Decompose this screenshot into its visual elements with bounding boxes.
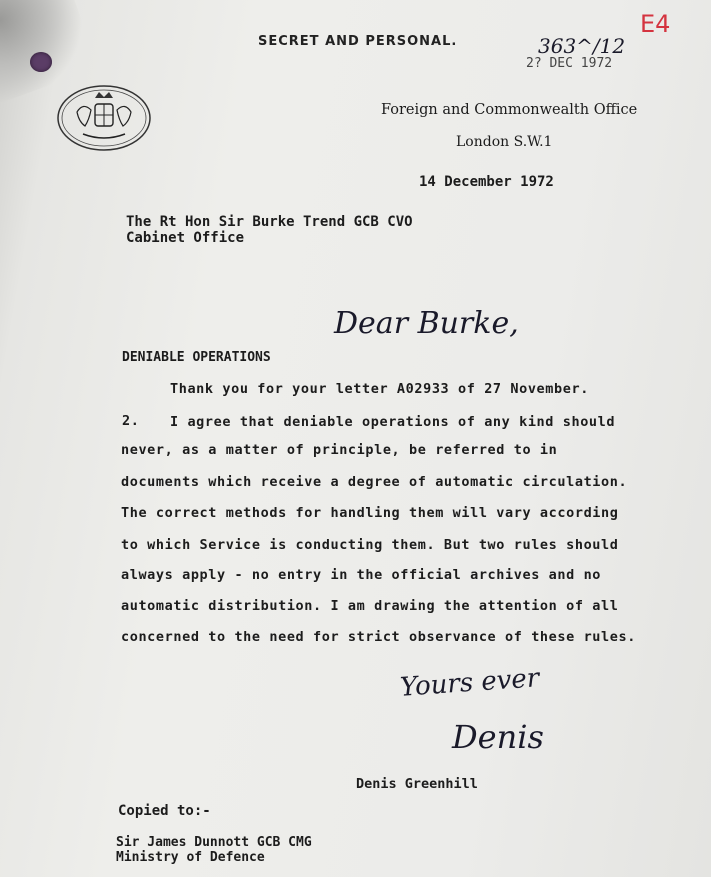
royal-crest-icon: [55, 82, 153, 152]
sender-city: London S.W.1: [456, 134, 553, 150]
paragraph-2-line: I agree that deniable operations of any kind should: [170, 414, 616, 430]
copy-recipient-office: Ministry of Defence: [116, 850, 265, 865]
letter-date: 14 December 1972: [419, 174, 554, 190]
handwritten-salutation: Dear Burke,: [334, 306, 519, 341]
folio-number: E4: [640, 10, 671, 38]
paragraph-2-line: concerned to the need for strict observance of these rules.: [121, 629, 636, 645]
typed-signatory-name: Denis Greenhill: [356, 776, 478, 792]
paragraph-2-line: always apply - no entry in the official archives and no: [121, 567, 602, 583]
subject-heading: DENIABLE OPERATIONS: [122, 350, 271, 365]
received-date-stamp: 2? DEC 1972: [526, 56, 613, 71]
paragraph-2-number: 2.: [122, 413, 140, 429]
handwritten-valediction: Yours ever: [399, 663, 541, 703]
paragraph-2-line: never, as a matter of principle, be referred to in: [121, 442, 558, 458]
recipient-office: Cabinet Office: [126, 230, 245, 246]
copy-recipient-name: Sir James Dunnott GCB CMG: [116, 835, 312, 850]
file-reference: 363^/12: [538, 34, 626, 58]
punch-hole: [30, 52, 52, 72]
copies-label: Copied to:-: [118, 803, 211, 819]
paragraph-2-line: automatic distribution. I am drawing the attention of all: [121, 598, 619, 614]
sender-office: Foreign and Commonwealth Office: [381, 102, 638, 118]
classification-marking: SECRET AND PERSONAL.: [258, 34, 458, 49]
paragraph-2-line: The correct methods for handling them will vary according: [121, 505, 619, 521]
handwritten-signature: Denis: [452, 718, 544, 756]
recipient-name: The Rt Hon Sir Burke Trend GCB CVO: [126, 214, 413, 230]
paragraph-1: Thank you for your letter A02933 of 27 November.: [170, 381, 589, 397]
paragraph-2-line: to which Service is conducting them. But two rules should: [121, 537, 619, 553]
paragraph-2-line: documents which receive a degree of automatic circulation.: [121, 474, 628, 490]
